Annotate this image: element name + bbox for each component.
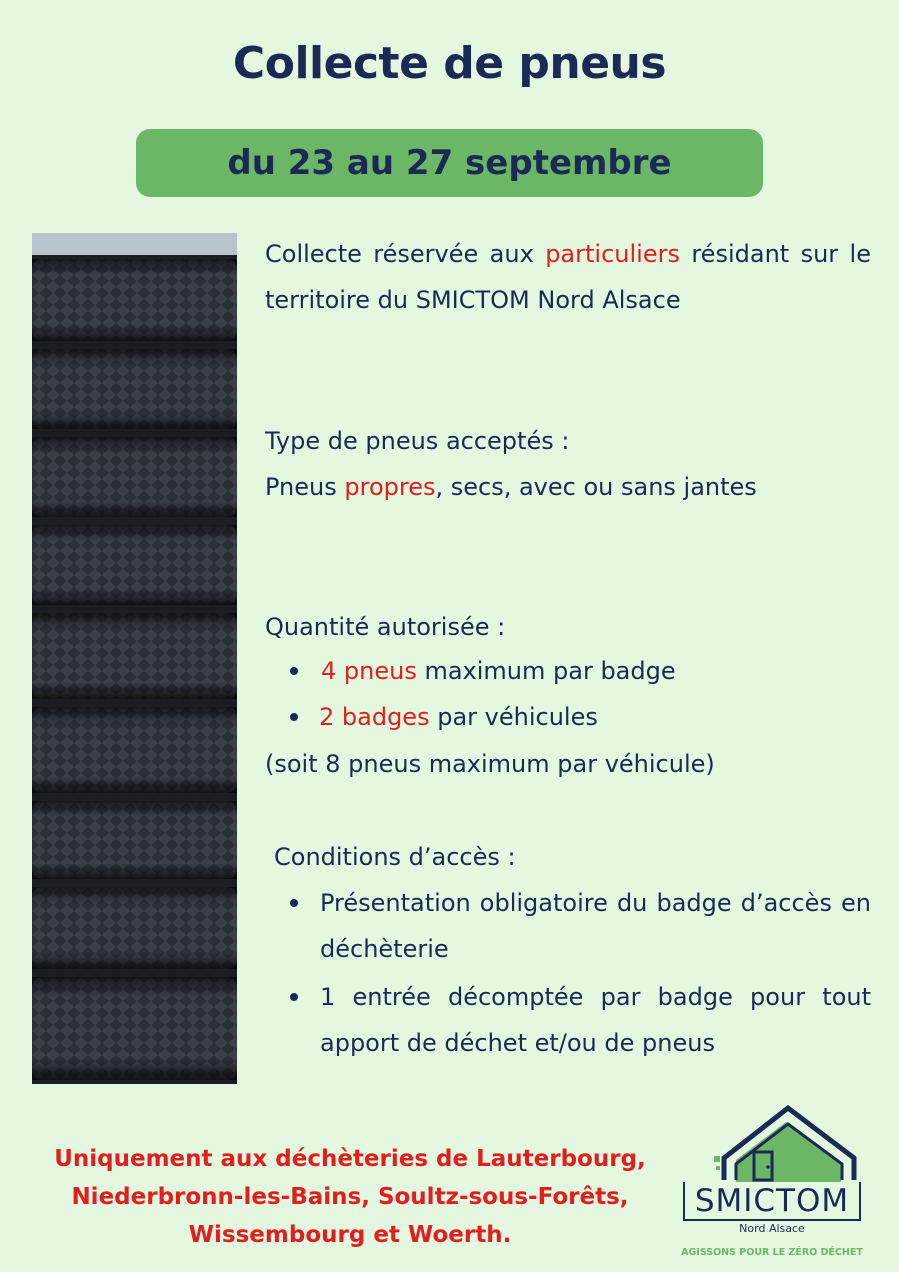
page-title: Collecte de pneus — [232, 38, 667, 89]
quantity-note: (soit 8 pneus maximum par véhicule) — [265, 750, 715, 778]
conditions-item — [290, 974, 871, 1066]
bullet-icon — [290, 713, 298, 721]
quantity-item-highlight: 2 badges — [319, 703, 430, 731]
quantity-item — [290, 648, 870, 694]
smictom-logo — [676, 1100, 876, 1265]
date-text: du 23 au 27 septembre — [227, 143, 672, 183]
tire-stack-photo — [32, 233, 237, 1084]
quantity-item-highlight: 4 pneus — [321, 657, 417, 685]
quantity-item — [290, 694, 870, 740]
intro-text-rest: résidant sur le territoire du SMICTOM Nord Alsace — [265, 240, 871, 314]
types-text-rest: , secs, avec ou sans jantes — [435, 473, 757, 501]
types-text: Pneus — [265, 473, 345, 501]
date-banner — [136, 129, 763, 197]
conditions-item-text: 1 entrée décomptée par badge pour tout apport de déchet et/ou de pneus — [320, 983, 871, 1057]
conditions-item — [290, 880, 871, 972]
conditions-heading: Conditions d’accès : — [274, 843, 516, 871]
conditions-item-text: Présentation obligatoire du badge d’accès en déchèterie — [320, 889, 871, 963]
quantity-item-text: par véhicules — [429, 703, 598, 731]
quantity-heading: Quantité autorisée : — [265, 613, 506, 641]
bullet-icon — [290, 667, 298, 675]
logo-sub-text: Nord Alsace — [739, 1222, 805, 1235]
types-highlight: propres — [344, 473, 436, 501]
intro-paragraph — [265, 231, 871, 323]
logo-name-text: SMICTOM — [694, 1183, 850, 1219]
logo-tagline-text: AGISSONS POUR LE ZÉRO DÉCHET — [681, 1247, 863, 1258]
types-paragraph — [265, 464, 871, 510]
types-heading: Type de pneus acceptés : — [265, 427, 570, 455]
bullet-icon — [290, 899, 298, 907]
intro-text: Collecte réservée aux — [265, 240, 546, 268]
locations-text: Uniquement aux déchèteries de Lauterbourg, Niederbronn-les-Bains, Soultz-sous-Forêts, Wissembourg et Woerth. — [54, 1146, 646, 1248]
quantity-item-text: maximum par badge — [416, 657, 676, 685]
intro-highlight: particuliers — [545, 240, 680, 268]
bullet-icon — [290, 993, 298, 1001]
